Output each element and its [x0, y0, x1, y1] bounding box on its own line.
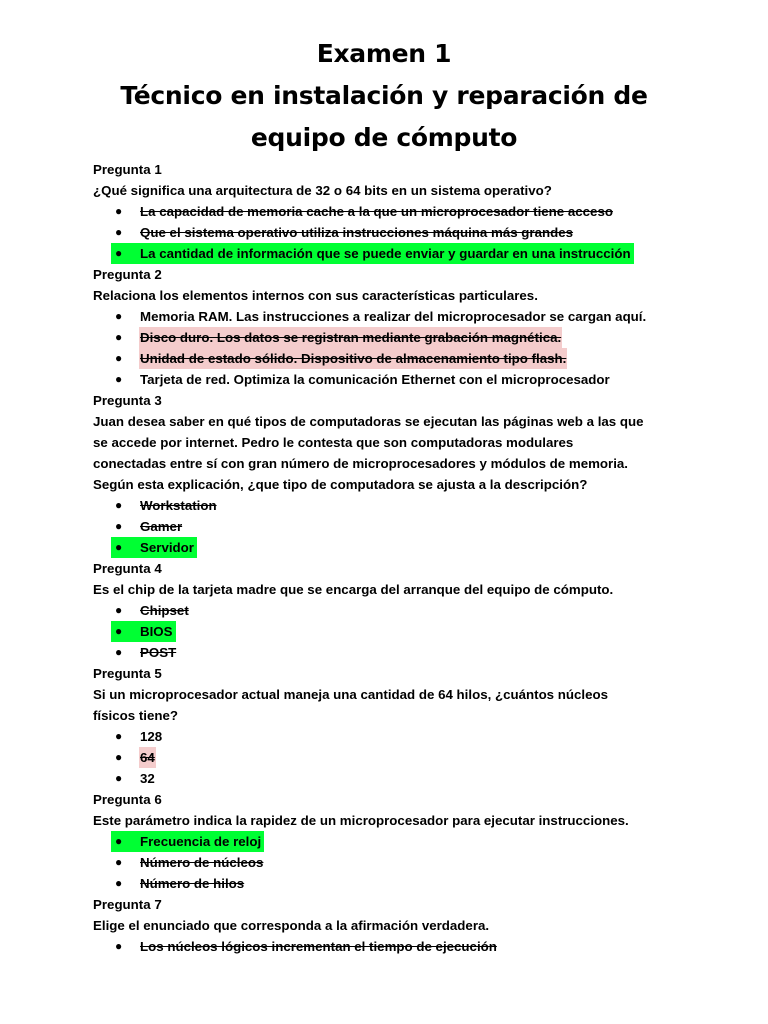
bullet-icon: ●: [115, 855, 123, 869]
answer-option-incorrect: [93, 747, 678, 768]
bullet-icon: ●: [115, 246, 123, 260]
answer-option-incorrect: [93, 852, 678, 873]
question-text: conectadas entre sí con gran número de microprocesadores y módulos de memoria.: [93, 456, 628, 471]
question-label: Pregunta 3: [93, 393, 162, 408]
answer-option-text: BIOS: [140, 624, 173, 639]
question-text: Es el chip de la tarjeta madre que se encarga del arranque del equipo de cómputo.: [93, 582, 614, 597]
exam-subtitle-line2: equipo de cómputo: [250, 123, 518, 152]
question-text: se accede por internet. Pedro le contesta que son computadoras modulares: [93, 435, 574, 450]
answer-option-text: Disco duro. Los datos se registran mediante grabación magnética.: [139, 327, 562, 348]
bullet-icon: ●: [115, 519, 123, 533]
question-text: Elige el enunciado que corresponda a la afirmación verdadera.: [93, 918, 490, 933]
answer-option-text: POST: [140, 645, 177, 660]
question-label: Pregunta 7: [93, 897, 162, 912]
bullet-icon: ●: [115, 309, 123, 323]
bullet-icon: ●: [115, 372, 123, 386]
bullet-icon: ●: [115, 876, 123, 890]
question-text: ¿Qué significa una arquitectura de 32 o 64 bits en un sistema operativo?: [93, 183, 552, 198]
answer-option-incorrect: [93, 873, 678, 894]
answer-option-text: Número de hilos: [140, 876, 245, 891]
question-text: físicos tiene?: [93, 708, 178, 723]
question-label: Pregunta 5: [93, 666, 162, 681]
bullet-icon: ●: [115, 729, 123, 743]
bullet-icon: ●: [115, 351, 123, 365]
answer-option-text: Chipset: [140, 603, 189, 618]
bullet-icon: ●: [115, 330, 123, 344]
answer-option-text: Que el sistema operativo utiliza instrucciones máquina más grandes: [140, 225, 574, 240]
question-text: Según esta explicación, ¿que tipo de computadora se ajusta a la descripción?: [93, 477, 588, 492]
answer-option-incorrect: [93, 495, 678, 516]
answer-option-text: 128: [140, 729, 163, 744]
answer-option-incorrect: [93, 327, 678, 348]
answer-option: [93, 768, 678, 789]
answer-option-correct: [111, 621, 176, 642]
question-text: Este parámetro indica la rapidez de un microprocesador para ejecutar instrucciones.: [93, 813, 629, 828]
question-label: Pregunta 6: [93, 792, 162, 807]
answer-option-text: La cantidad de información que se puede enviar y guardar en una instrucción: [140, 246, 631, 261]
answer-option-text: Gamer: [140, 519, 183, 534]
bullet-icon: ●: [115, 645, 123, 659]
answer-option-incorrect: [93, 348, 678, 369]
answer-option-incorrect: [93, 600, 678, 621]
bullet-icon: ●: [115, 834, 123, 848]
answer-option-text: 64: [139, 747, 156, 768]
answer-option-correct: [111, 537, 197, 558]
bullet-icon: ●: [115, 603, 123, 617]
answer-option-incorrect: [93, 201, 678, 222]
bullet-icon: ●: [115, 540, 123, 554]
answer-option: [93, 369, 678, 390]
bullet-icon: ●: [115, 939, 123, 953]
answer-option-text: Los núcleos lógicos incrementan el tiempo de ejecución: [140, 939, 497, 954]
answer-option-text: Frecuencia de reloj: [140, 834, 262, 849]
bullet-icon: ●: [115, 750, 123, 764]
question-text: Juan desea saber en qué tipos de computadoras se ejecutan las páginas web a las que: [93, 414, 644, 429]
question-label: Pregunta 4: [93, 561, 162, 576]
answer-option-incorrect: [93, 936, 678, 957]
answer-option-correct: [111, 831, 264, 852]
bullet-icon: ●: [115, 204, 123, 218]
answer-option: [93, 726, 678, 747]
answer-option-text: Número de núcleos: [140, 855, 264, 870]
bullet-icon: ●: [115, 771, 123, 785]
answer-option-text: Memoria RAM. Las instrucciones a realizar del microprocesador se cargan aquí.: [140, 309, 647, 324]
answer-option-text: La capacidad de memoria cache a la que un microprocesador tiene acceso: [140, 204, 613, 219]
bullet-icon: ●: [115, 624, 123, 638]
question-text: Si un microprocesador actual maneja una cantidad de 64 hilos, ¿cuántos núcleos: [93, 687, 609, 702]
answer-option: [93, 306, 678, 327]
answer-option-correct: [111, 243, 634, 264]
question-label: Pregunta 1: [93, 162, 162, 177]
exam-subtitle-line1: Técnico en instalación y reparación de: [120, 81, 648, 110]
question-label: Pregunta 2: [93, 267, 162, 282]
answer-option-text: 32: [140, 771, 155, 786]
answer-option-text: Tarjeta de red. Optimiza la comunicación Ethernet con el microprocesador: [140, 372, 610, 387]
bullet-icon: ●: [115, 498, 123, 512]
question-text: Relaciona los elementos internos con sus características particulares.: [93, 288, 538, 303]
answer-option-text: Servidor: [140, 540, 194, 555]
exam-title: Examen 1: [316, 39, 452, 68]
question-list: [93, 159, 678, 957]
answer-option-incorrect: [93, 516, 678, 537]
answer-option-incorrect: [93, 642, 678, 663]
answer-option-text: Unidad de estado sólido. Dispositivo de almacenamiento tipo flash.: [139, 348, 567, 369]
bullet-icon: ●: [115, 225, 123, 239]
answer-option-text: Workstation: [140, 498, 217, 513]
answer-option-incorrect: [93, 222, 678, 243]
